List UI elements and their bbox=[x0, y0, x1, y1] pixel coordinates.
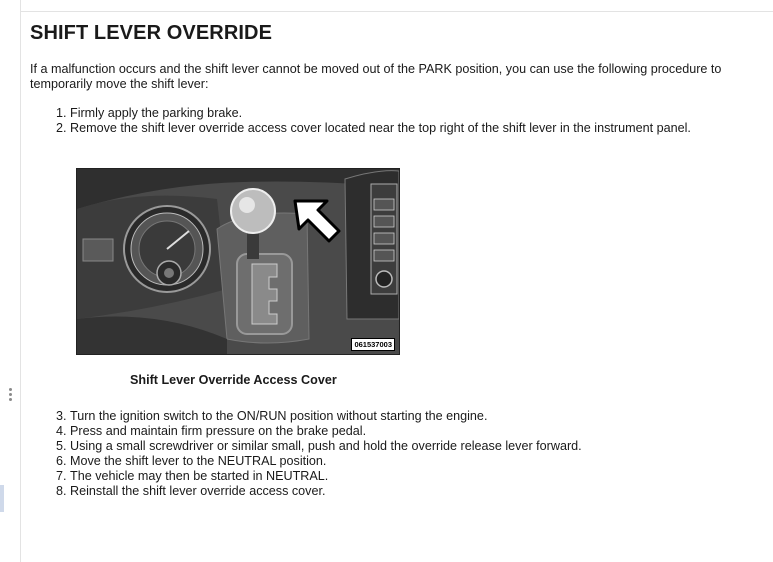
steps-list-after-figure bbox=[30, 409, 582, 499]
rail-marker bbox=[0, 485, 4, 512]
drag-handle-icon[interactable] bbox=[9, 388, 13, 401]
steps-list-before-figure bbox=[30, 106, 768, 136]
list-item: 2. Remove the shift lever override access cover located near the top right of the shift lever in the instrument panel. bbox=[70, 121, 768, 136]
figure-caption: Shift Lever Override Access Cover bbox=[130, 373, 337, 387]
list-item: 1. Firmly apply the parking brake. bbox=[70, 106, 768, 121]
figure-code: 061537003 bbox=[351, 338, 395, 351]
lower-steps bbox=[30, 409, 582, 499]
intro-paragraph: If a malfunction occurs and the shift lever cannot be moved out of the PARK position, you can use the following procedure to temporarily move the shift lever: bbox=[30, 62, 722, 91]
list-item: 4. Press and maintain firm pressure on the brake pedal. bbox=[70, 424, 582, 439]
left-rail bbox=[0, 0, 21, 562]
page-title: SHIFT LEVER OVERRIDE bbox=[30, 22, 273, 44]
list-item: 5. Using a small screwdriver or similar small, push and hold the override release lever forward. bbox=[70, 439, 582, 454]
shift-lever-illustration bbox=[76, 168, 400, 355]
list-item: 6. Move the shift lever to the NEUTRAL position. bbox=[70, 454, 582, 469]
list-item: 8. Reinstall the shift lever override access cover. bbox=[70, 484, 582, 499]
list-item: 3. Turn the ignition switch to the ON/RUN position without starting the engine. bbox=[70, 409, 582, 424]
document-content bbox=[30, 12, 768, 498]
dashboard-illustration bbox=[77, 169, 399, 354]
list-item: 7. The vehicle may then be started in NEUTRAL. bbox=[70, 469, 582, 484]
